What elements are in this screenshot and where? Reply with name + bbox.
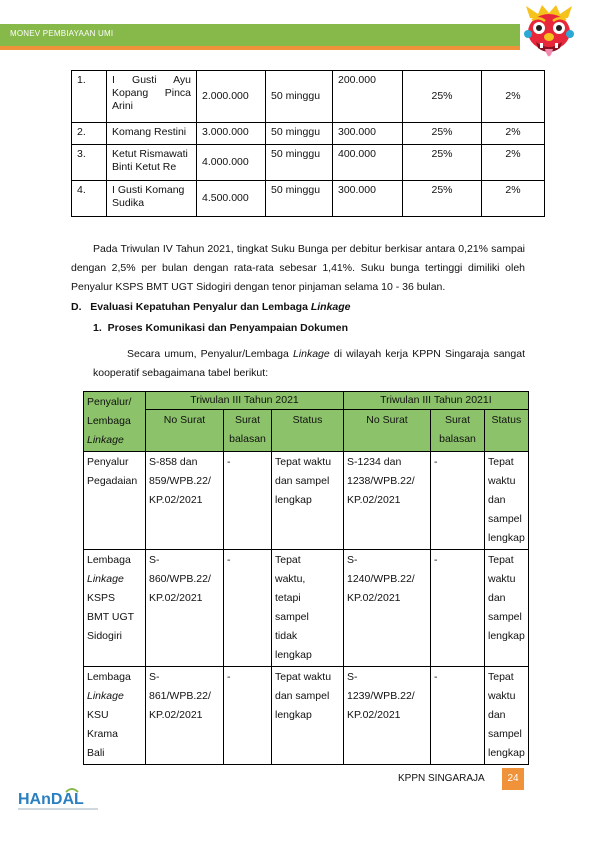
header-balasan-1 <box>224 409 272 451</box>
cell-no-surat-1-line: KP.02/2021 <box>149 494 203 506</box>
cell-balasan-1: - <box>224 452 272 550</box>
cell-status-2-line: lengkap <box>488 747 525 759</box>
cell-entity-line: Lembaga <box>87 671 131 683</box>
paragraph-text-b: di wilayah kerja KPPN Singaraja sangat kooperatif sebagaimana tabel berikut: <box>93 348 525 379</box>
cell-balasan-1: - <box>224 667 272 765</box>
cell-status-1-line: Tepat waktu <box>275 456 332 468</box>
cell-amount: 2.000.000 <box>197 71 266 123</box>
cell-balasan-2: - <box>431 667 485 765</box>
cell-no-surat-2-line: 1240/WPB.22/ <box>347 573 415 585</box>
cell-status-1-line: waktu, <box>275 573 306 585</box>
cell-name: I Gusti Ayu Kopang Pinca Arini <box>107 71 197 123</box>
cell-rate-b: 2% <box>482 181 545 217</box>
cell-rate-b: 2% <box>482 123 545 145</box>
cell-no: 4. <box>72 181 107 217</box>
cell-term: 50 minggu <box>266 123 333 145</box>
cell-balasan-2: - <box>431 550 485 667</box>
cell-rate-b: 2% <box>482 71 545 123</box>
cell-entity <box>84 550 146 667</box>
cell-status-2-line: sampel <box>488 513 522 525</box>
cell-status-2 <box>485 667 529 765</box>
cell-status-2-line: lengkap <box>488 630 525 642</box>
paragraph-text-a: Secara umum, Penyalur/Lembaga <box>127 348 293 360</box>
cell-rate-a: 25% <box>403 181 482 217</box>
cell-no-surat-1-line: S-858 dan <box>149 456 198 468</box>
header-entity <box>84 392 146 452</box>
header-accent-line <box>0 46 520 50</box>
cell-no-surat-1-line: KP.02/2021 <box>149 592 203 604</box>
cell-no-surat-2 <box>344 550 431 667</box>
cell-no-surat-1-line: KP.02/2021 <box>149 709 203 721</box>
cell-status-1-line: tetapi <box>275 592 301 604</box>
cell-entity <box>84 452 146 550</box>
cell-no: 1. <box>72 71 107 123</box>
cell-no-surat-1 <box>146 667 224 765</box>
cell-entity-line: Penyalur <box>87 456 129 468</box>
subsection-number: 1. <box>93 322 102 334</box>
header-balasan-2 <box>431 409 485 451</box>
footer-office: KPPN SINGARAJA <box>398 773 485 784</box>
cell-no-surat-2-line: KP.02/2021 <box>347 592 401 604</box>
header-no-surat-1: No Surat <box>146 409 224 451</box>
cell-installment: 300.000 <box>333 123 403 145</box>
cell-status-1-line: sampel <box>275 611 309 623</box>
header-period-2: Triwulan III Tahun 2021I <box>344 392 529 410</box>
table-row <box>72 145 545 181</box>
cell-amount: 3.000.000 <box>197 123 266 145</box>
cell-term: 50 minggu <box>266 145 333 181</box>
section-letter: D. <box>71 301 82 313</box>
cell-status-2 <box>485 550 529 667</box>
section-d-heading <box>71 301 351 313</box>
cell-no-surat-2-line: S- <box>347 554 358 566</box>
cell-no-surat-2 <box>344 452 431 550</box>
cell-entity-line: Lembaga <box>87 554 131 566</box>
cell-rate-b: 2% <box>482 145 545 181</box>
loan-table <box>71 70 545 217</box>
cell-no-surat-1 <box>146 452 224 550</box>
cell-installment: 400.000 <box>333 145 403 181</box>
cell-entity-line: KSPS <box>87 592 116 604</box>
page-number: 24 <box>502 768 524 790</box>
header-status-2: Status <box>485 409 529 451</box>
cell-entity-line: Linkage <box>87 690 124 702</box>
cell-status-2-line: sampel <box>488 728 522 740</box>
table-row <box>84 667 529 765</box>
table-row <box>72 123 545 145</box>
cell-name: Komang Restini <box>107 123 197 145</box>
header-entity-line3: Linkage <box>87 434 124 446</box>
cell-status-2-line: dan <box>488 494 506 506</box>
balasan-line1: Surat <box>234 413 261 426</box>
cell-no-surat-2-line: 1238/WPB.22/ <box>347 475 415 487</box>
cell-status-2-line: Tepat <box>488 671 514 683</box>
paragraph-text-italic: Linkage <box>292 348 330 360</box>
cell-entity-line: KSU <box>87 709 109 721</box>
subsection-title: Proses Komunikasi dan Penyampaian Dokumen <box>107 322 349 334</box>
cell-entity-line: BMT UGT <box>87 611 135 623</box>
communication-table-body <box>84 452 529 765</box>
cell-entity <box>84 667 146 765</box>
cell-no-surat-1-line: S- <box>149 671 160 683</box>
cell-no: 2. <box>72 123 107 145</box>
cell-no: 3. <box>72 145 107 181</box>
subsection-1-heading <box>93 322 348 334</box>
cell-status-2 <box>485 452 529 550</box>
cell-amount: 4.500.000 <box>197 181 266 217</box>
cell-status-1-line: dan sampel <box>275 475 330 487</box>
header-period-1: Triwulan III Tahun 2021 <box>146 392 344 410</box>
handal-logo <box>18 786 108 814</box>
section-title: Evaluasi Kepatuhan Penyalur dan Lembaga <box>90 301 311 313</box>
cell-rate-a: 25% <box>403 145 482 181</box>
cell-status-2-line: Tepat <box>488 456 514 468</box>
cell-entity-line: Bali <box>87 747 105 759</box>
header-no-surat-2: No Surat <box>344 409 431 451</box>
cell-entity-line: Pegadaian <box>87 475 138 487</box>
cell-no-surat-2-line: 1239/WPB.22/ <box>347 690 415 702</box>
cell-status-2-line: waktu <box>488 475 516 487</box>
cell-rate-a: 25% <box>403 71 482 123</box>
cell-status-2-line: dan <box>488 709 506 721</box>
table-row <box>84 452 529 550</box>
cell-term: 50 minggu <box>266 181 333 217</box>
cell-status-1-line: tidak <box>275 630 298 642</box>
cell-term: 50 minggu <box>266 71 333 123</box>
cell-no-surat-1-line: S- <box>149 554 160 566</box>
header-entity-line1: Penyalur/ <box>87 396 132 408</box>
cell-status-1-line: Tepat waktu <box>275 671 332 683</box>
cell-no-surat-1-line: 861/WPB.22/ <box>149 690 211 702</box>
cell-status-2-line: waktu <box>488 690 516 702</box>
cell-name: Ketut Rismawati Binti Ketut Re <box>107 145 197 181</box>
header-title: MONEV PEMBIAYAAN UMI <box>10 29 114 38</box>
cell-no-surat-2-line: KP.02/2021 <box>347 494 401 506</box>
table-row <box>84 550 529 667</box>
cell-entity-line: Sidogiri <box>87 630 123 642</box>
barong-mask-logo <box>524 4 574 66</box>
cell-status-1-line: dan sampel <box>275 690 330 702</box>
cell-entity-line: Linkage <box>87 573 124 585</box>
handal-logo-text: HAnDAL <box>18 791 84 808</box>
cell-status-1-line: Tepat <box>275 554 301 566</box>
cell-status-2-line: sampel <box>488 611 522 623</box>
cell-status-2-line: lengkap <box>488 532 525 544</box>
cell-no-surat-2-line: S- <box>347 671 358 683</box>
header-status-1: Status <box>272 409 344 451</box>
cell-status-1 <box>272 667 344 765</box>
table-row <box>72 71 545 123</box>
header-bar <box>0 24 520 46</box>
cell-entity-line: Krama <box>87 728 118 740</box>
paragraph-cooperation <box>93 345 525 383</box>
cell-name: I Gusti Komang Sudika <box>107 181 197 217</box>
cell-status-1 <box>272 550 344 667</box>
cell-no-surat-2-line: S-1234 dan <box>347 456 402 468</box>
table-subheader-row <box>84 409 529 451</box>
cell-no-surat-1-line: 859/WPB.22/ <box>149 475 211 487</box>
cell-status-2-line: dan <box>488 592 506 604</box>
communication-table <box>83 391 529 765</box>
cell-rate-a: 25% <box>403 123 482 145</box>
balasan-line1: Surat <box>444 413 471 426</box>
section-title-italic: Linkage <box>310 301 351 313</box>
cell-balasan-2: - <box>431 452 485 550</box>
table-row <box>72 181 545 217</box>
table-header-row <box>84 392 529 410</box>
cell-status-1 <box>272 452 344 550</box>
header-entity-line2: Lembaga <box>87 415 131 427</box>
cell-no-surat-1-line: 860/WPB.22/ <box>149 573 211 585</box>
balasan-line2: balasan <box>439 432 476 445</box>
balasan-line2: balasan <box>229 432 266 445</box>
cell-no-surat-2-line: KP.02/2021 <box>347 709 401 721</box>
cell-status-1-line: lengkap <box>275 649 312 661</box>
cell-status-2-line: Tepat <box>488 554 514 566</box>
cell-no-surat-2 <box>344 667 431 765</box>
cell-no-surat-1 <box>146 550 224 667</box>
paragraph-interest-rate: Pada Triwulan IV Tahun 2021, tingkat Suku Bunga per debitur berkisar antara 0,21% sampai dengan 2,5% per bulan dengan rata-rata sebesar 1,41%. Suku bunga tertinggi dimiliki oleh Penyalur KSPS BMT UGT Sidogiri dengan tenor pinjaman selama 10 - 36 bulan. <box>71 243 525 293</box>
cell-installment: 300.000 <box>333 181 403 217</box>
cell-status-1-line: lengkap <box>275 709 312 721</box>
cell-installment: 200.000 <box>333 71 403 123</box>
cell-status-1-line: lengkap <box>275 494 312 506</box>
cell-balasan-1: - <box>224 550 272 667</box>
cell-status-2-line: waktu <box>488 573 516 585</box>
cell-amount: 4.000.000 <box>197 145 266 181</box>
